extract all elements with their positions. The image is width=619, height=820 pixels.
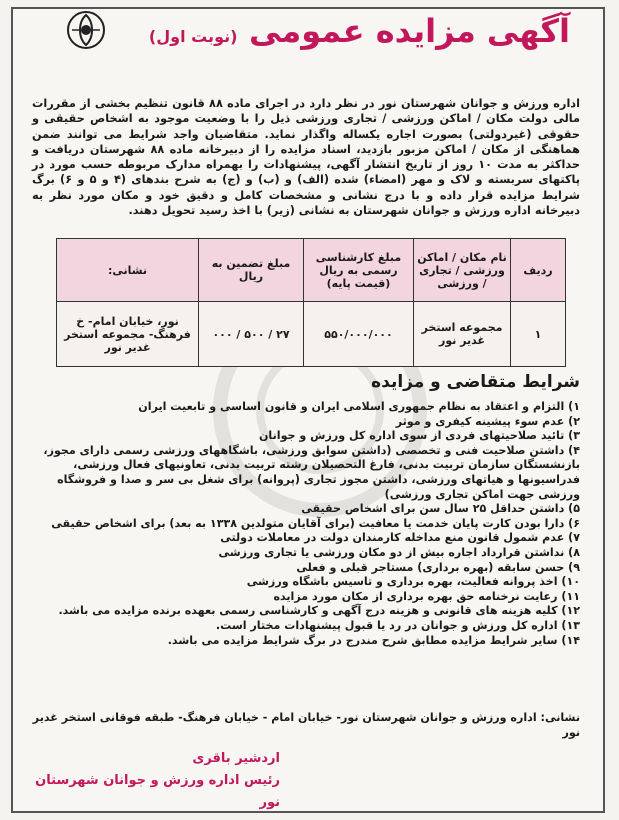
- title-main: آگهی مزایده عمومی: [249, 12, 570, 50]
- conditions-list: [32, 400, 580, 648]
- table-header-row: [57, 239, 566, 302]
- col-address: نشانی:: [57, 239, 199, 302]
- auction-table: [56, 238, 566, 367]
- cell-deposit: ۲۷ / ۵۰۰ / ۰۰۰: [199, 302, 304, 367]
- intro-paragraph: اداره ورزش و جوانان شهرستان نور در نظر دارد در اجرای ماده ۸۸ قانون تنظیم بخشی از مقررات مالی دولت مکان / اماکن ورزشی / تجاری ورزشی ذیل را با وضعیت موجود به اشخاص حقیقی و حقوقی (غیردولتی) بصورت اجاره یکساله واگذار نماید. متقاضیان واجد شرایط می توانند ضمن هماهنگی از مکان / اماکن مزبور بازدید، اسناد مزایده را از دبیرخانه ماده ۸۸ شهرستان دریافت و حداکثر به مدت ۱۰ روز از تاریخ انتشار آگهی، پیشنهادات را بهمراه مدارک مربوطه حسب مورد در پاکتهای سربسته و لاک و مهر (امضاء) شده (الف) و (ب) و (ج) به شرح بندهای (۴ و ۵ و ۶) برگ شرایط مزایده قرار داده و با درج نشانی و مشخصات کامل و دقیق خود و مکان مورد نظر به دبیرخانه اداره ورزش و جوانان شهرستان به نشانی (زیر) با اخذ رسید تحویل دهند.: [32, 97, 581, 218]
- col-row: ردیف: [511, 239, 566, 302]
- list-item: ۶) دارا بودن کارت پایان خدمت یا معافیت (برای آقایان متولدین ۱۳۳۸ به بعد) برای اشخاص حقیقی: [51, 516, 580, 530]
- ministry-emblem-icon: [66, 10, 106, 50]
- list-item: ۳) تائید صلاحیتهای فردی از سوی اداره کل ورزش و جوانان: [258, 429, 580, 443]
- cell-price: ۵۵۰/۰۰۰/۰۰۰: [304, 302, 414, 367]
- list-item: ۱۲) کلیه هزینه های قانونی و هزینه درج آگهی و کارشناسی رسمی بعهده برنده مزایده می باشد.: [58, 604, 580, 618]
- list-item: ۱۴) سایر شرایط مزایده مطابق شرح مندرج در برگ شرایط مزایده می باشد.: [167, 633, 580, 647]
- conditions-title: شرایط متقاضی و مزایده: [371, 372, 580, 392]
- list-item: ۸) نداشتن قرارداد اجاره بیش از دو مکان ورزشی یا تجاری ورزشی: [218, 545, 580, 559]
- list-item: ۲) عدم سوء پیشینه کیفری و موثر: [395, 414, 580, 428]
- cell-row: ۱: [511, 302, 566, 367]
- list-item: ۴) داشتن صلاحیت فنی و تخصصی (داشتن سوابق ورزشی، باشگاههای ورزشی رسمی دارای مجوز، بازنشستگان سازمان تربیت بدنی، فارغ التحصیلان رشته تربیت بدنی، تعاونیهای فعال ورزشی، فدراسیونها و هیاتهای ورزشی، داشتن مجوز تجاری (پروانه) برای شغل بی سر و صدا و فروشگاه ورزشی جهت اماکن تجاری ورزشی): [43, 443, 580, 501]
- col-deposit: مبلغ تضمین به ریال: [199, 239, 304, 302]
- footer-address: [32, 710, 580, 740]
- address-label: نشانی:: [540, 711, 580, 724]
- address-text: اداره ورزش و جوانان شهرستان نور- خیابان امام - خیابان فرهنگ- طبقه فوقانی استخر غدیر نور: [32, 711, 580, 739]
- list-item: ۵) داشتن حداقل ۲۵ سال سن برای اشخاص حقیقی: [301, 502, 580, 516]
- col-price: مبلغ کارشناسی رسمی به ریال (قیمت پایه): [304, 239, 414, 302]
- list-item: ۱۱) رعایت نرخنامه حق بهره برداری از مکان مورد مزایده: [273, 589, 580, 603]
- signer-role: رئیس اداره ورزش و جوانان شهرستان نور: [35, 773, 280, 810]
- signer-name: اردشیر باقری: [192, 751, 280, 766]
- list-item: ۹) حسن سابقه (بهره برداری) مستاجر قبلی و فعلی: [296, 560, 580, 574]
- cell-address: نور، خیابان امام- خ فرهنگ- مجموعه استخر غدیر نور: [57, 302, 199, 367]
- col-name: نام مکان / اماکن ورزشی / تجاری / ورزشی: [414, 239, 511, 302]
- signature-block: [20, 748, 280, 814]
- table-row: [57, 302, 566, 367]
- cell-name: مجموعه استخر غدیر نور: [414, 302, 511, 367]
- title-subtitle: (نوبت اول): [148, 27, 238, 46]
- list-item: ۱۰) اخذ پروانه فعالیت، بهره برداری و تاسیس باشگاه ورزشی: [246, 575, 580, 589]
- list-item: ۷) عدم شمول قانون منع مداخله کارمندان دولت در معاملات دولتی: [220, 531, 580, 545]
- list-item: ۱) التزام و اعتقاد به نظام جمهوری اسلامی ایران و قانون اساسی و تابعیت ایران: [138, 400, 580, 413]
- page-title: [148, 12, 570, 58]
- list-item: ۱۳) اداره کل ورزش و جوانان در رد یا قبول پیشنهادات مختار است.: [215, 618, 580, 632]
